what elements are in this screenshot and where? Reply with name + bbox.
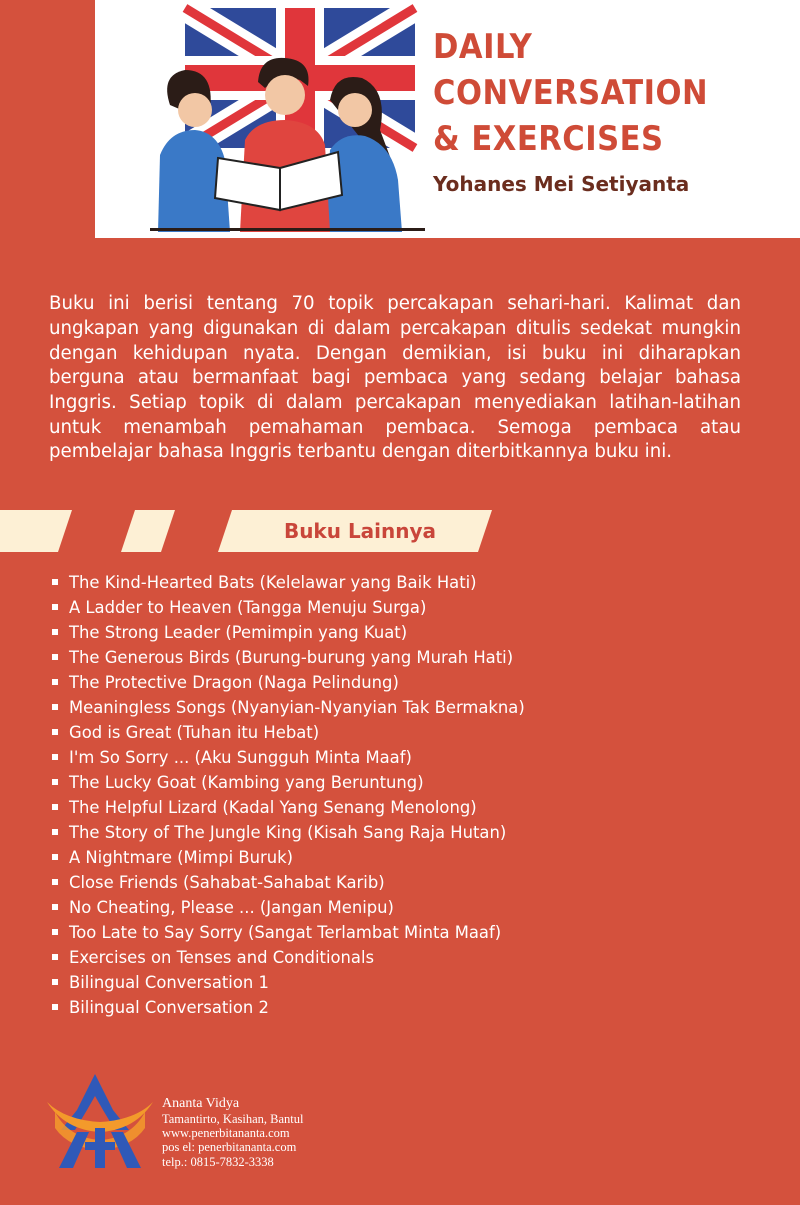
book-list-item: [50, 845, 525, 870]
book-title-line: & EXERCISES: [433, 119, 664, 159]
book-list-item-label: No Cheating, Please ... (Jangan Menipu): [69, 898, 394, 917]
book-list-item: [50, 570, 525, 595]
book-list-item: [50, 595, 525, 620]
book-list-item: [50, 720, 525, 745]
book-list-item-label: The Strong Leader (Pemimpin yang Kuat): [69, 623, 408, 642]
book-title-line: CONVERSATION: [433, 73, 709, 113]
book-title: [433, 24, 773, 162]
book-list-item: [50, 995, 525, 1020]
book-list-item-label: The Story of The Jungle King (Kisah Sang Raja Hutan): [69, 823, 507, 842]
book-list-item-label: Meaningless Songs (Nyanyian-Nyanyian Tak Bermakna): [69, 698, 525, 717]
book-list-item-label: The Helpful Lizard (Kadal Yang Senang Menolong): [69, 798, 477, 817]
book-list-item-label: God is Great (Tuhan itu Hebat): [69, 723, 320, 742]
bullet-icon: [52, 954, 58, 960]
bullet-icon: [52, 754, 58, 760]
book-list-item: [50, 695, 525, 720]
book-list-item-label: Exercises on Tenses and Conditionals: [69, 948, 375, 967]
bullet-icon: [52, 829, 58, 835]
publisher-name: Ananta Vidya: [162, 1096, 240, 1111]
book-list-item-label: Too Late to Say Sorry (Sangat Terlambat Minta Maaf): [69, 923, 502, 942]
book-list-item-label: The Kind-Hearted Bats (Kelelawar yang Baik Hati): [69, 573, 477, 592]
book-list-item: [50, 870, 525, 895]
bullet-icon: [52, 1004, 58, 1010]
book-list-item-label: A Nightmare (Mimpi Buruk): [69, 848, 294, 867]
publisher-email: pos el: penerbitananta.com: [162, 1140, 297, 1155]
publisher-info: [162, 1096, 303, 1169]
book-title-line: DAILY: [433, 27, 533, 67]
ananta-vidya-logo-icon: [45, 1070, 155, 1170]
book-list-item: [50, 920, 525, 945]
book-list-item-label: The Protective Dragon (Naga Pelindung): [69, 673, 399, 692]
book-list-item-label: Bilingual Conversation 2: [69, 998, 269, 1017]
book-list-item: [50, 770, 525, 795]
book-list-item: [50, 795, 525, 820]
book-list-item-label: Bilingual Conversation 1: [69, 973, 269, 992]
publisher-website: www.penerbitananta.com: [162, 1126, 290, 1141]
bullet-icon: [52, 579, 58, 585]
publisher-phone: telp.: 0815-7832-3338: [162, 1154, 274, 1169]
book-list-item: [50, 745, 525, 770]
bullet-icon: [52, 704, 58, 710]
book-list-item: [50, 620, 525, 645]
book-list-item: [50, 970, 525, 995]
book-list-item-label: Close Friends (Sahabat-Sahabat Karib): [69, 873, 385, 892]
bullet-icon: [52, 779, 58, 785]
other-books-list: [50, 570, 525, 1020]
bullet-icon: [52, 929, 58, 935]
publisher-address: Tamantirto, Kasihan, Bantul: [162, 1112, 304, 1126]
bullet-icon: [52, 679, 58, 685]
other-books-heading: Buku Lainnya: [283, 519, 437, 543]
book-list-item: [50, 945, 525, 970]
book-description: Buku ini berisi tentang 70 topik percakapan sehari-hari. Kalimat dan ungkapan yang digunakan di dalam percakapan ditulis sedekat mungkin dengan kehidupan nyata. Dengan demikian, isi buku ini diharapkan berguna atau bermanfaat bagi pembaca yang sedang belajar bahasa Inggris. Setiap topik di dalam percakapan menyediakan latihan-latihan untuk menambah pemahaman pembaca. Semoga pembaca atau pembelajar bahasa Inggris terbantu dengan diterbitkannya buku ini.: [49, 293, 741, 463]
book-list-item-label: I'm So Sorry ... (Aku Sungguh Minta Maaf): [69, 748, 412, 767]
bullet-icon: [52, 879, 58, 885]
book-list-item-label: The Lucky Goat (Kambing yang Beruntung): [69, 773, 424, 792]
book-list-item-label: A Ladder to Heaven (Tangga Menuju Surga): [69, 598, 427, 617]
bullet-icon: [52, 654, 58, 660]
bullet-icon: [52, 979, 58, 985]
book-list-item: [50, 895, 525, 920]
book-list-item: [50, 645, 525, 670]
book-list-item: [50, 820, 525, 845]
bullet-icon: [52, 729, 58, 735]
book-list-item: [50, 670, 525, 695]
bullet-icon: [52, 629, 58, 635]
bullet-icon: [52, 604, 58, 610]
students-illustration-icon: [130, 0, 425, 232]
author-name: Yohanes Mei Setiyanta: [433, 172, 690, 196]
bullet-icon: [52, 904, 58, 910]
bullet-icon: [52, 854, 58, 860]
book-list-item-label: The Generous Birds (Burung-burung yang Murah Hati): [69, 648, 514, 667]
bullet-icon: [52, 804, 58, 810]
